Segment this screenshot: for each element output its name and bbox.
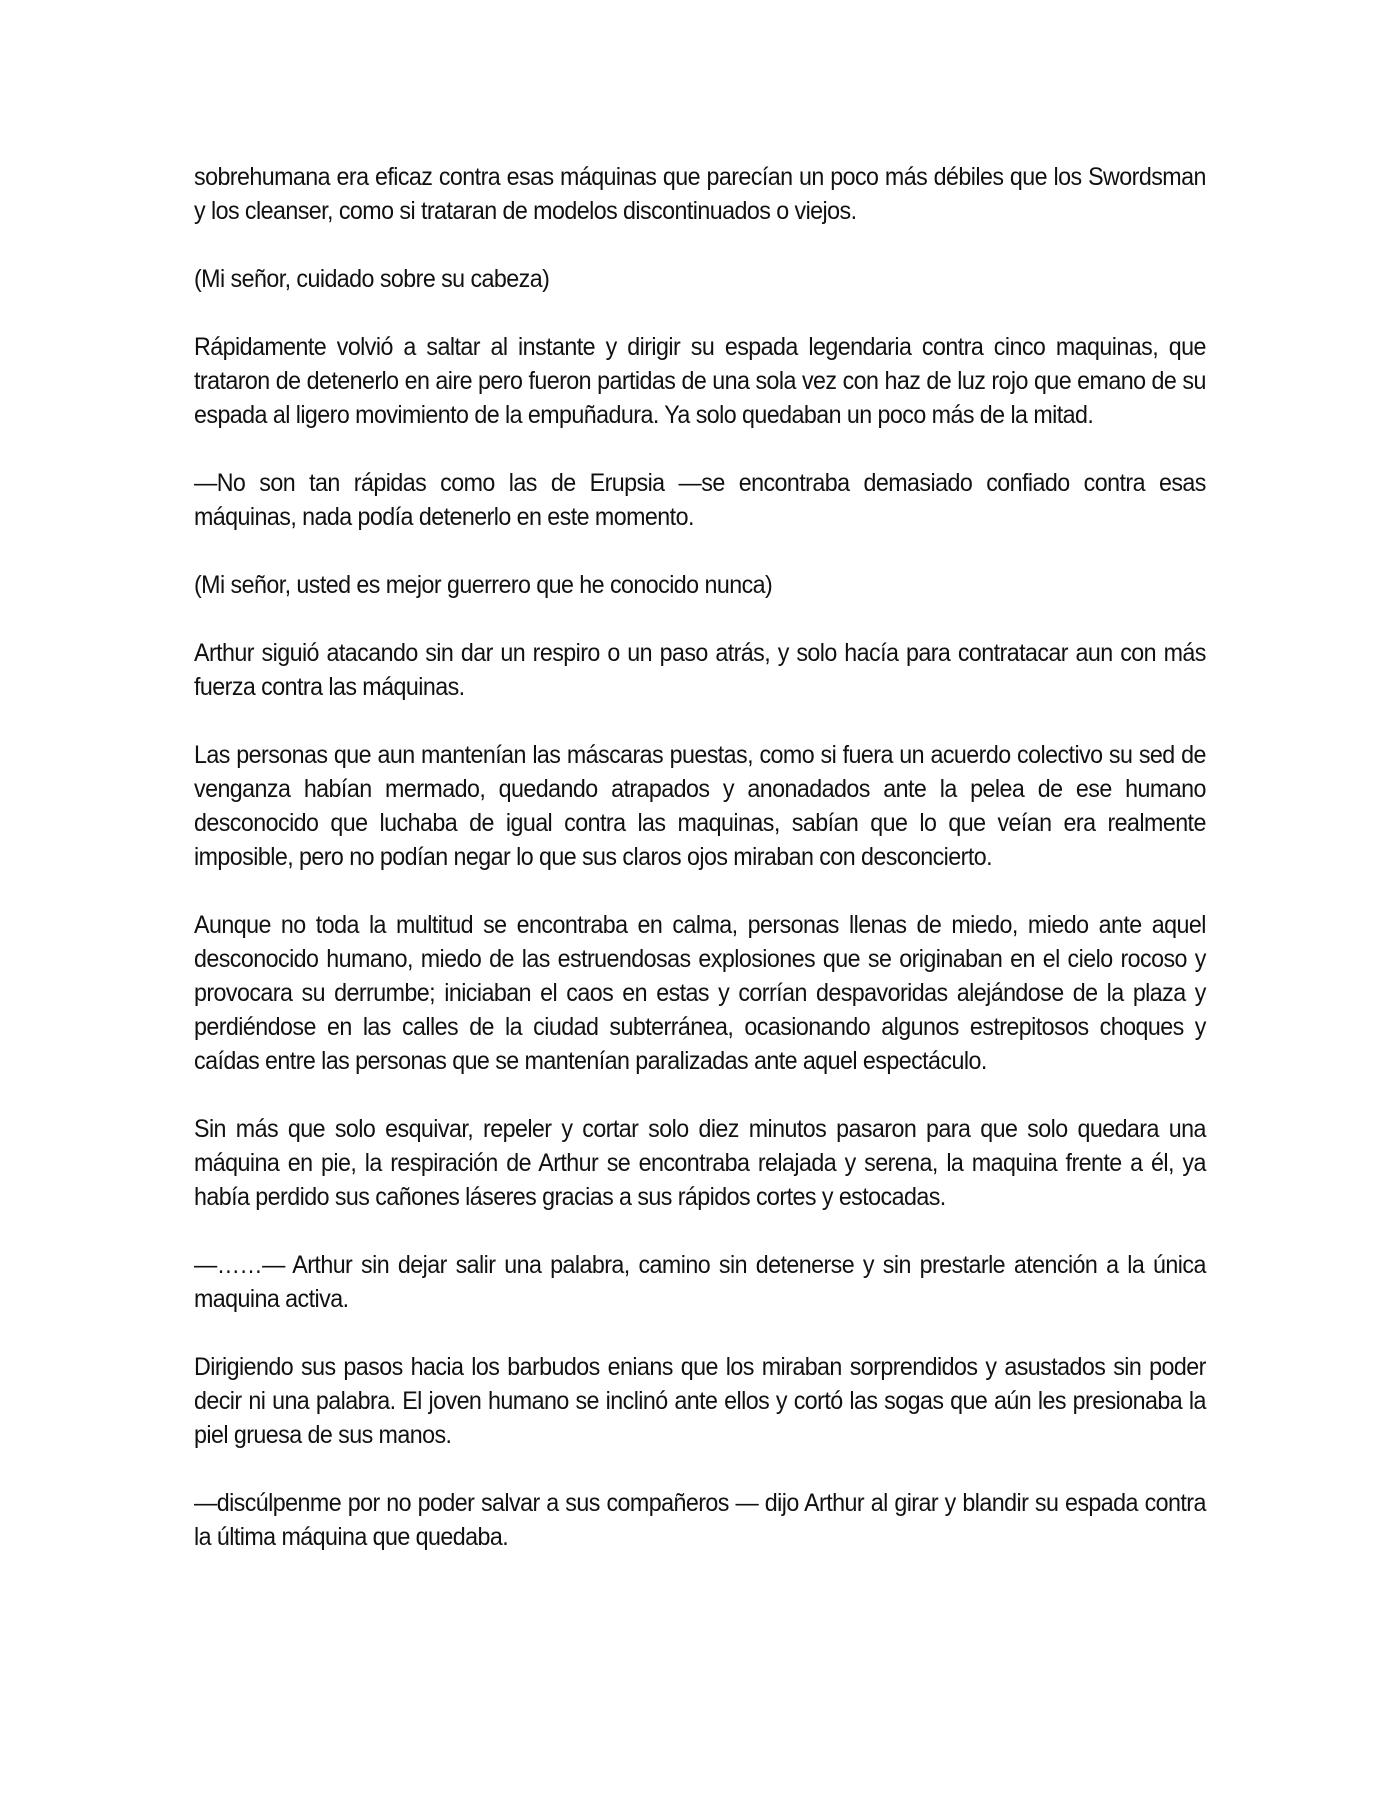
paragraph: (Mi señor, usted es mejor guerrero que he conocido nunca) [194, 571, 773, 599]
paragraph: —No son tan rápidas como las de Erupsia —se encontraba demasiado confiado contra esas máquinas, nada podía detenerlo en este momento. [194, 469, 1206, 531]
paragraph: —……— Arthur sin dejar salir una palabra, camino sin detenerse y sin prestarle atención a la única maquina activa. [194, 1251, 1206, 1313]
paragraph: Rápidamente volvió a saltar al instante y dirigir su espada legendaria contra cinco maquinas, que trataron de detenerlo en aire pero fueron partidas de una sola vez con haz de luz rojo que emano de su espada al ligero movimiento de la empuñadura. Ya solo quedaban un poco más de la mitad. [194, 333, 1206, 429]
paragraph: Sin más que solo esquivar, repeler y cortar solo diez minutos pasaron para que solo quedara una máquina en pie, la respiración de Arthur se encontraba relajada y serena, la maquina frente a él, ya había perdido sus cañones láseres gracias a sus rápidos cortes y estocadas. [194, 1115, 1206, 1211]
paragraph: sobrehumana era eficaz contra esas máquinas que parecían un poco más débiles que los Swordsman y los cleanser, como si trataran de modelos discontinuados o viejos. [194, 163, 1206, 225]
paragraph: —discúlpenme por no poder salvar a sus compañeros — dijo Arthur al girar y blandir su espada contra la última máquina que quedaba. [194, 1489, 1206, 1551]
document-body [194, 160, 1206, 1588]
paragraph: Dirigiendo sus pasos hacia los barbudos enians que los miraban sorprendidos y asustados sin poder decir ni una palabra. El joven humano se inclinó ante ellos y cortó las sogas que aún les presionaba la piel gruesa de sus manos. [194, 1353, 1206, 1449]
paragraph: Arthur siguió atacando sin dar un respiro o un paso atrás, y solo hacía para contratacar aun con más fuerza contra las máquinas. [194, 639, 1206, 701]
paragraph: Aunque no toda la multitud se encontraba en calma, personas llenas de miedo, miedo ante aquel desconocido humano, miedo de las estruendosas explosiones que se originaban en el cielo rocoso y provocara su derrumbe; iniciaban el caos en estas y corrían despavoridas alejándose de la plaza y perdiéndose en las calles de la ciudad subterránea, ocasionando algunos estrepitosos choques y caídas entre las personas que se mantenían paralizadas ante aquel espectáculo. [194, 911, 1206, 1075]
paragraph: (Mi señor, cuidado sobre su cabeza) [194, 265, 550, 293]
paragraph: Las personas que aun mantenían las máscaras puestas, como si fuera un acuerdo colectivo su sed de venganza habían mermado, quedando atrapados y anonadados ante la pelea de ese humano desconocido que luchaba de igual contra las maquinas, sabían que lo que veían era realmente imposible, pero no podían negar lo que sus claros ojos miraban con desconcierto. [194, 741, 1206, 871]
